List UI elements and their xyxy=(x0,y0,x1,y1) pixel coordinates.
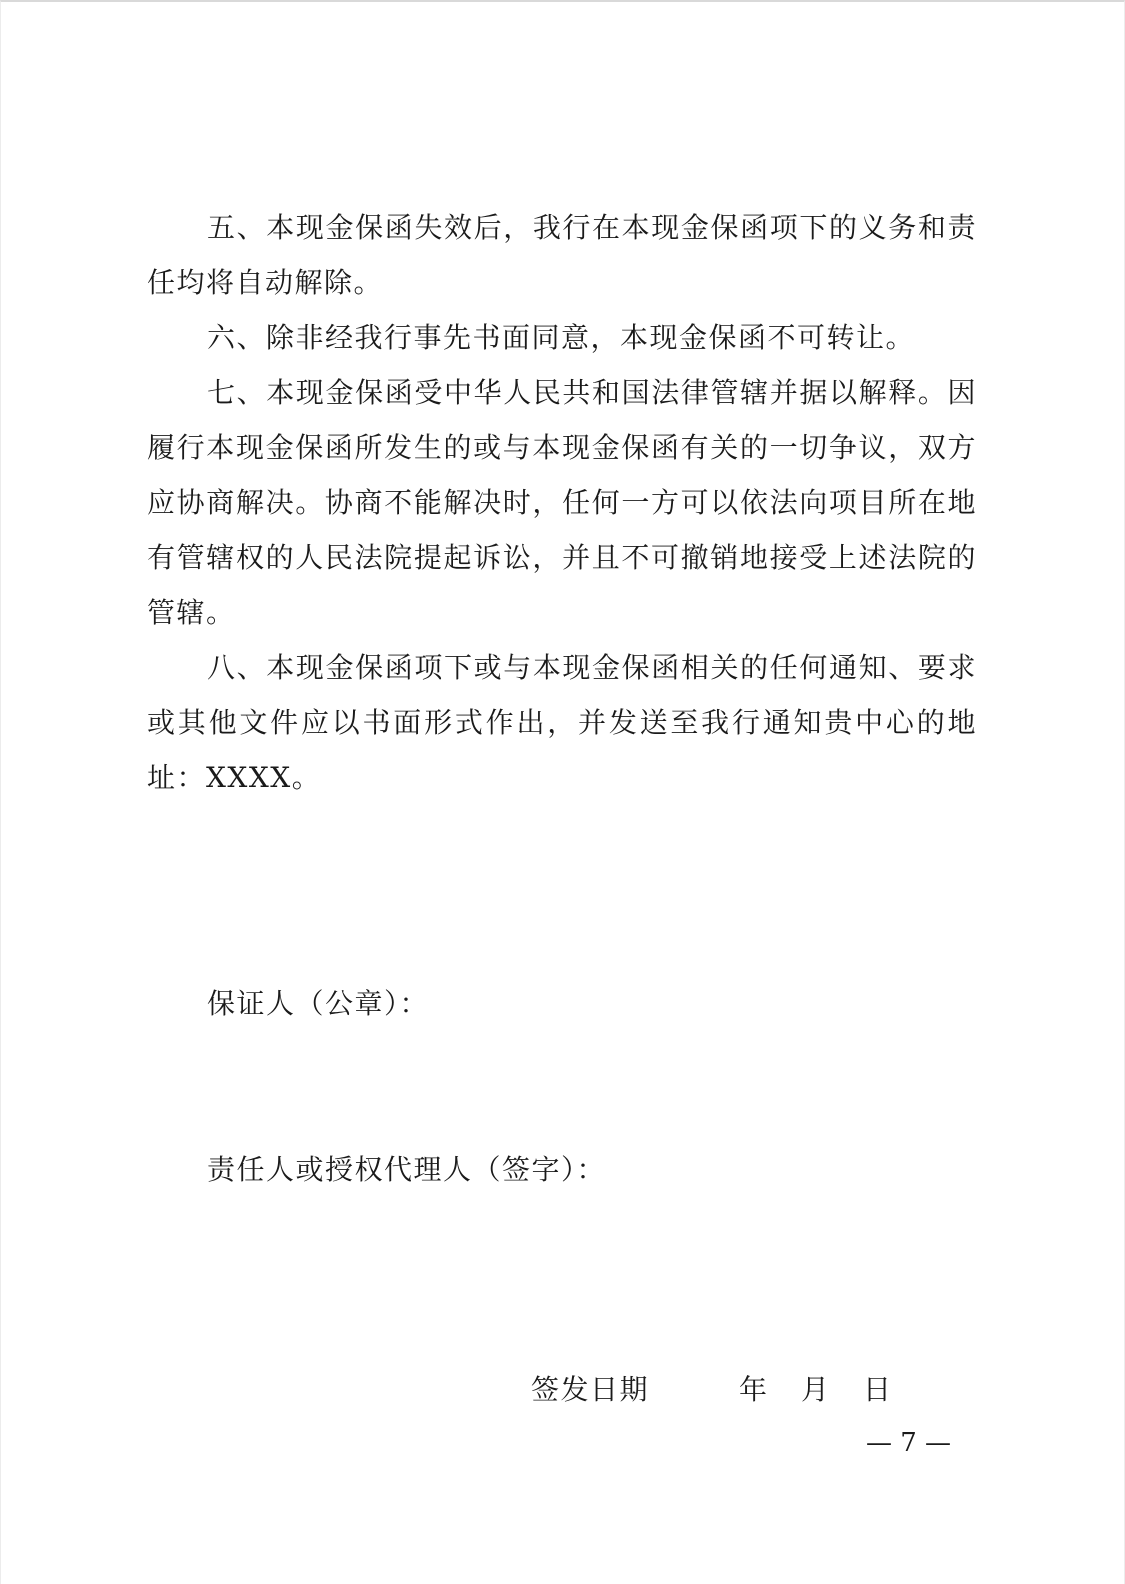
issue-date-year: 年 xyxy=(739,1373,769,1406)
issue-date-line xyxy=(531,1368,893,1408)
clause-five: 五、本现金保函失效后，我行在本现金保函项下的义务和责任均将自动解除。 xyxy=(147,211,977,299)
issue-date-month: 月 xyxy=(801,1373,831,1406)
clause-seven: 七、本现金保函受中华人民共和国法律管辖并据以解释。因履行本现金保函所发生的或与本现金保函有关的一切争议，双方应协商解决。协商不能解决时，任何一方可以依法向项目所在地有管辖权的人民法院提起诉讼，并且不可撤销地接受上述法院的管辖。 xyxy=(147,376,977,629)
issue-date-day: 日 xyxy=(863,1373,893,1406)
clause-six: 六、除非经我行事先书面同意，本现金保函不可转让。 xyxy=(207,321,916,354)
page-number: — 7 — xyxy=(865,1428,952,1458)
guarantor-seal-label: 保证人（公章）： xyxy=(207,987,430,1020)
clause-eight: 八、本现金保函项下或与本现金保函相关的任何通知、要求或其他文件应以书面形式作出，并发送至我行通知贵中心的地址：XXXX。 xyxy=(147,651,977,794)
issue-date-label: 签发日期 xyxy=(531,1373,650,1406)
agent-signature-label: 责任人或授权代理人（签字）： xyxy=(207,1153,607,1186)
